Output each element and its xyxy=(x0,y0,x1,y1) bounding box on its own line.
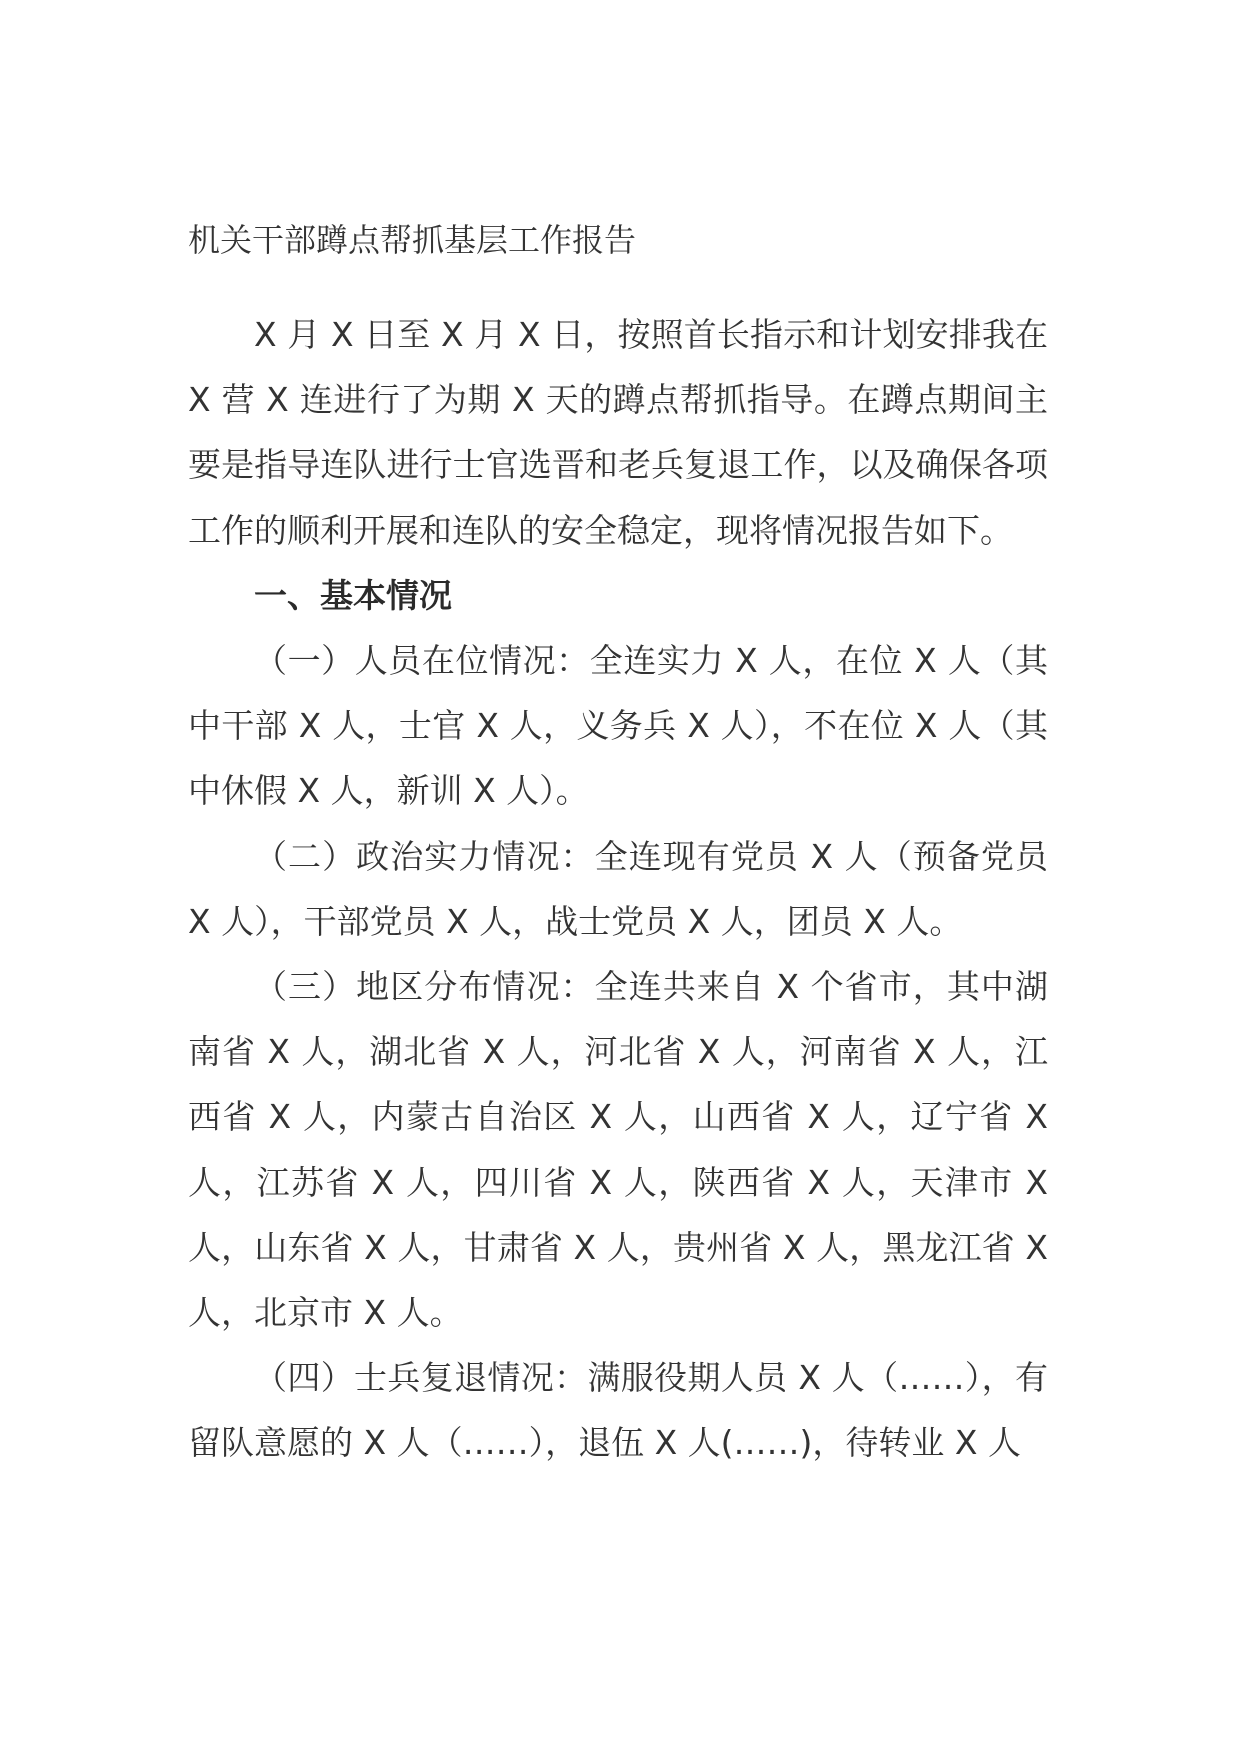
personnel-paragraph: （一）人员在位情况：全连实力 X 人，在位 X 人（其中干部 X 人，士官 X 人，义务兵 X 人），不在位 X 人（其中休假 X 人，新训 X 人）。 xyxy=(188,641,1048,811)
document-body xyxy=(188,302,1048,1476)
political-paragraph: （二）政治实力情况：全连现有党员 X 人（预备党员 X 人），干部党员 X 人，战士党员 X 人，团员 X 人。 xyxy=(188,836,1048,941)
section-heading-basic-situation: 一、基本情况 xyxy=(254,575,452,615)
regions-paragraph: （三）地区分布情况：全连共来自 X 个省市，其中湖南省 X 人，湖北省 X 人，河北省 X 人，河南省 X 人，江西省 X 人，内蒙古自治区 X 人，山西省 X 人，辽宁省 X 人，江苏省 X 人，四川省 X 人，陕西省 X 人，天津市 X 人，山东省 X 人，甘肃省 X 人，贵州省 X 人，黑龙江省 X 人，北京市 X 人。 xyxy=(188,967,1048,1333)
retirement-paragraph: （四）士兵复退情况：满服役期人员 X 人（……），有留队意愿的 X 人（……），退伍 X 人(……)，待转业 X 人 xyxy=(188,1358,1048,1463)
document-title: 机关干部蹲点帮抓基层工作报告 xyxy=(188,221,637,259)
intro-paragraph: X 月 X 日至 X 月 X 日，按照首长指示和计划安排我在 X 营 X 连进行了为期 X 天的蹲点帮抓指导。在蹲点期间主要是指导连队进行士官选晋和老兵复退工作，以及确保各项工作的顺利开展和连队的安全稳定，现将情况报告如下。 xyxy=(188,315,1048,550)
